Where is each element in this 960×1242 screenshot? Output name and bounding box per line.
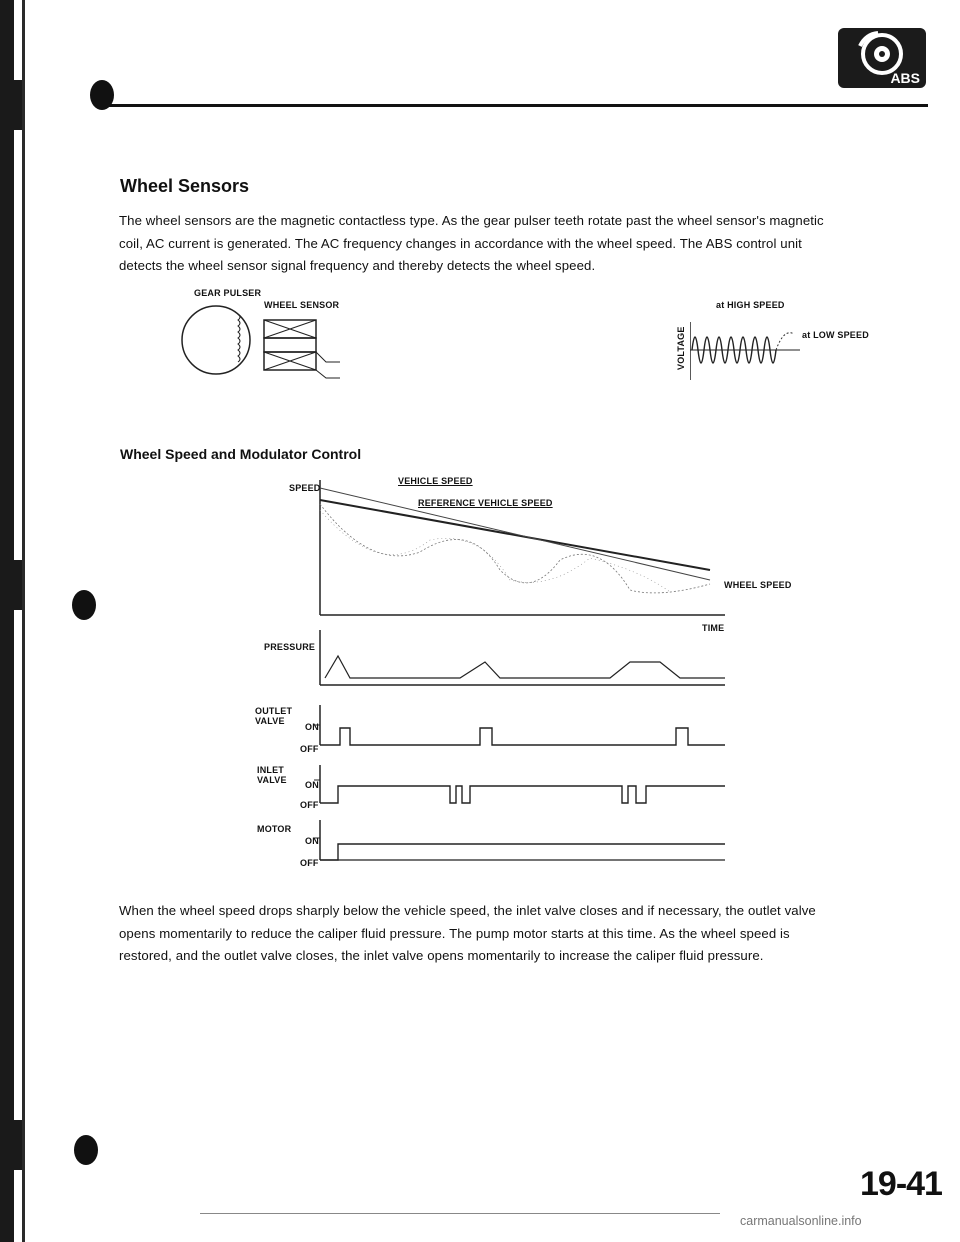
outlet-on-label: ON (305, 722, 319, 732)
motor-label: MOTOR (257, 824, 292, 834)
text-line: opens momentarily to reduce the caliper fluid pressure. The pump motor starts at this time. As the wheel speed is (119, 925, 790, 941)
motor-off-label: OFF (300, 858, 319, 868)
inlet-label-line: INLET (257, 765, 284, 775)
abs-brake-disc-icon (838, 28, 926, 88)
binding-mark (10, 560, 22, 610)
inlet-on-label: ON (305, 780, 319, 790)
abs-label: ABS (890, 70, 920, 86)
text-line: restored, and the outlet valve closes, the inlet valve opens momentarily to increase the caliper fluid pressure. (119, 948, 764, 963)
motor-on-label: ON (305, 836, 319, 846)
gear-pulser-sensor-diagram (180, 300, 340, 380)
header-rule (108, 104, 928, 107)
wheel-sensor-description (119, 210, 919, 278)
outlet-label-line: OUTLET (255, 706, 293, 716)
binding-edge (0, 0, 14, 1242)
voltage-axis-label: VOLTAGE (676, 326, 686, 370)
punch-hole (72, 590, 96, 620)
watermark-link[interactable]: carmanualsonline.info (740, 1214, 862, 1228)
text-line: The wheel sensors are the magnetic contactless type. As the gear pulser teeth rotate past the wheel sensor's magnetic (119, 213, 824, 228)
page-number: 19-41 (860, 1165, 942, 1203)
pressure-label: PRESSURE (264, 642, 316, 652)
gear-pulser-label: GEAR PULSER (194, 288, 262, 298)
section-title: Wheel Sensors (120, 176, 250, 196)
inlet-off-label: OFF (300, 800, 319, 810)
modulator-title: Wheel Speed and Modulator Control (120, 446, 362, 462)
time-axis-label: TIME (702, 623, 725, 633)
inlet-valve-label (257, 765, 287, 785)
text-line: coil, AC current is generated. The AC frequency changes in accordance with the wheel speed. The ABS control unit (119, 235, 802, 251)
wheel-sensor-label: WHEEL SENSOR (264, 300, 340, 310)
modulator-description (119, 900, 919, 968)
outlet-valve-label (255, 706, 292, 726)
modulator-timing-diagram (310, 480, 730, 875)
punch-hole (74, 1135, 98, 1165)
text-line: detects the wheel sensor signal frequency and thereby detects the wheel speed. (119, 258, 596, 273)
outlet-off-label: OFF (300, 744, 319, 754)
high-speed-label: at HIGH SPEED (716, 300, 785, 310)
binding-mark (10, 1120, 22, 1170)
binding-line (22, 0, 25, 1242)
speed-axis-label: SPEED (289, 483, 321, 493)
vehicle-speed-label: VEHICLE SPEED (398, 476, 473, 486)
text-line: When the wheel speed drops sharply below the vehicle speed, the inlet valve closes and if necessary, the outlet valve (119, 903, 816, 918)
reference-speed-label: REFERENCE VEHICLE SPEED (418, 498, 553, 508)
valve-label-line: VALVE (255, 716, 285, 726)
wheel-speed-label: WHEEL SPEED (724, 580, 792, 590)
footer-rule (200, 1213, 720, 1214)
binding-mark (10, 80, 22, 130)
wheel-sensor-waveform (690, 320, 800, 380)
low-speed-label: at LOW SPEED (802, 330, 869, 340)
valve-label-line: VALVE (257, 775, 287, 785)
